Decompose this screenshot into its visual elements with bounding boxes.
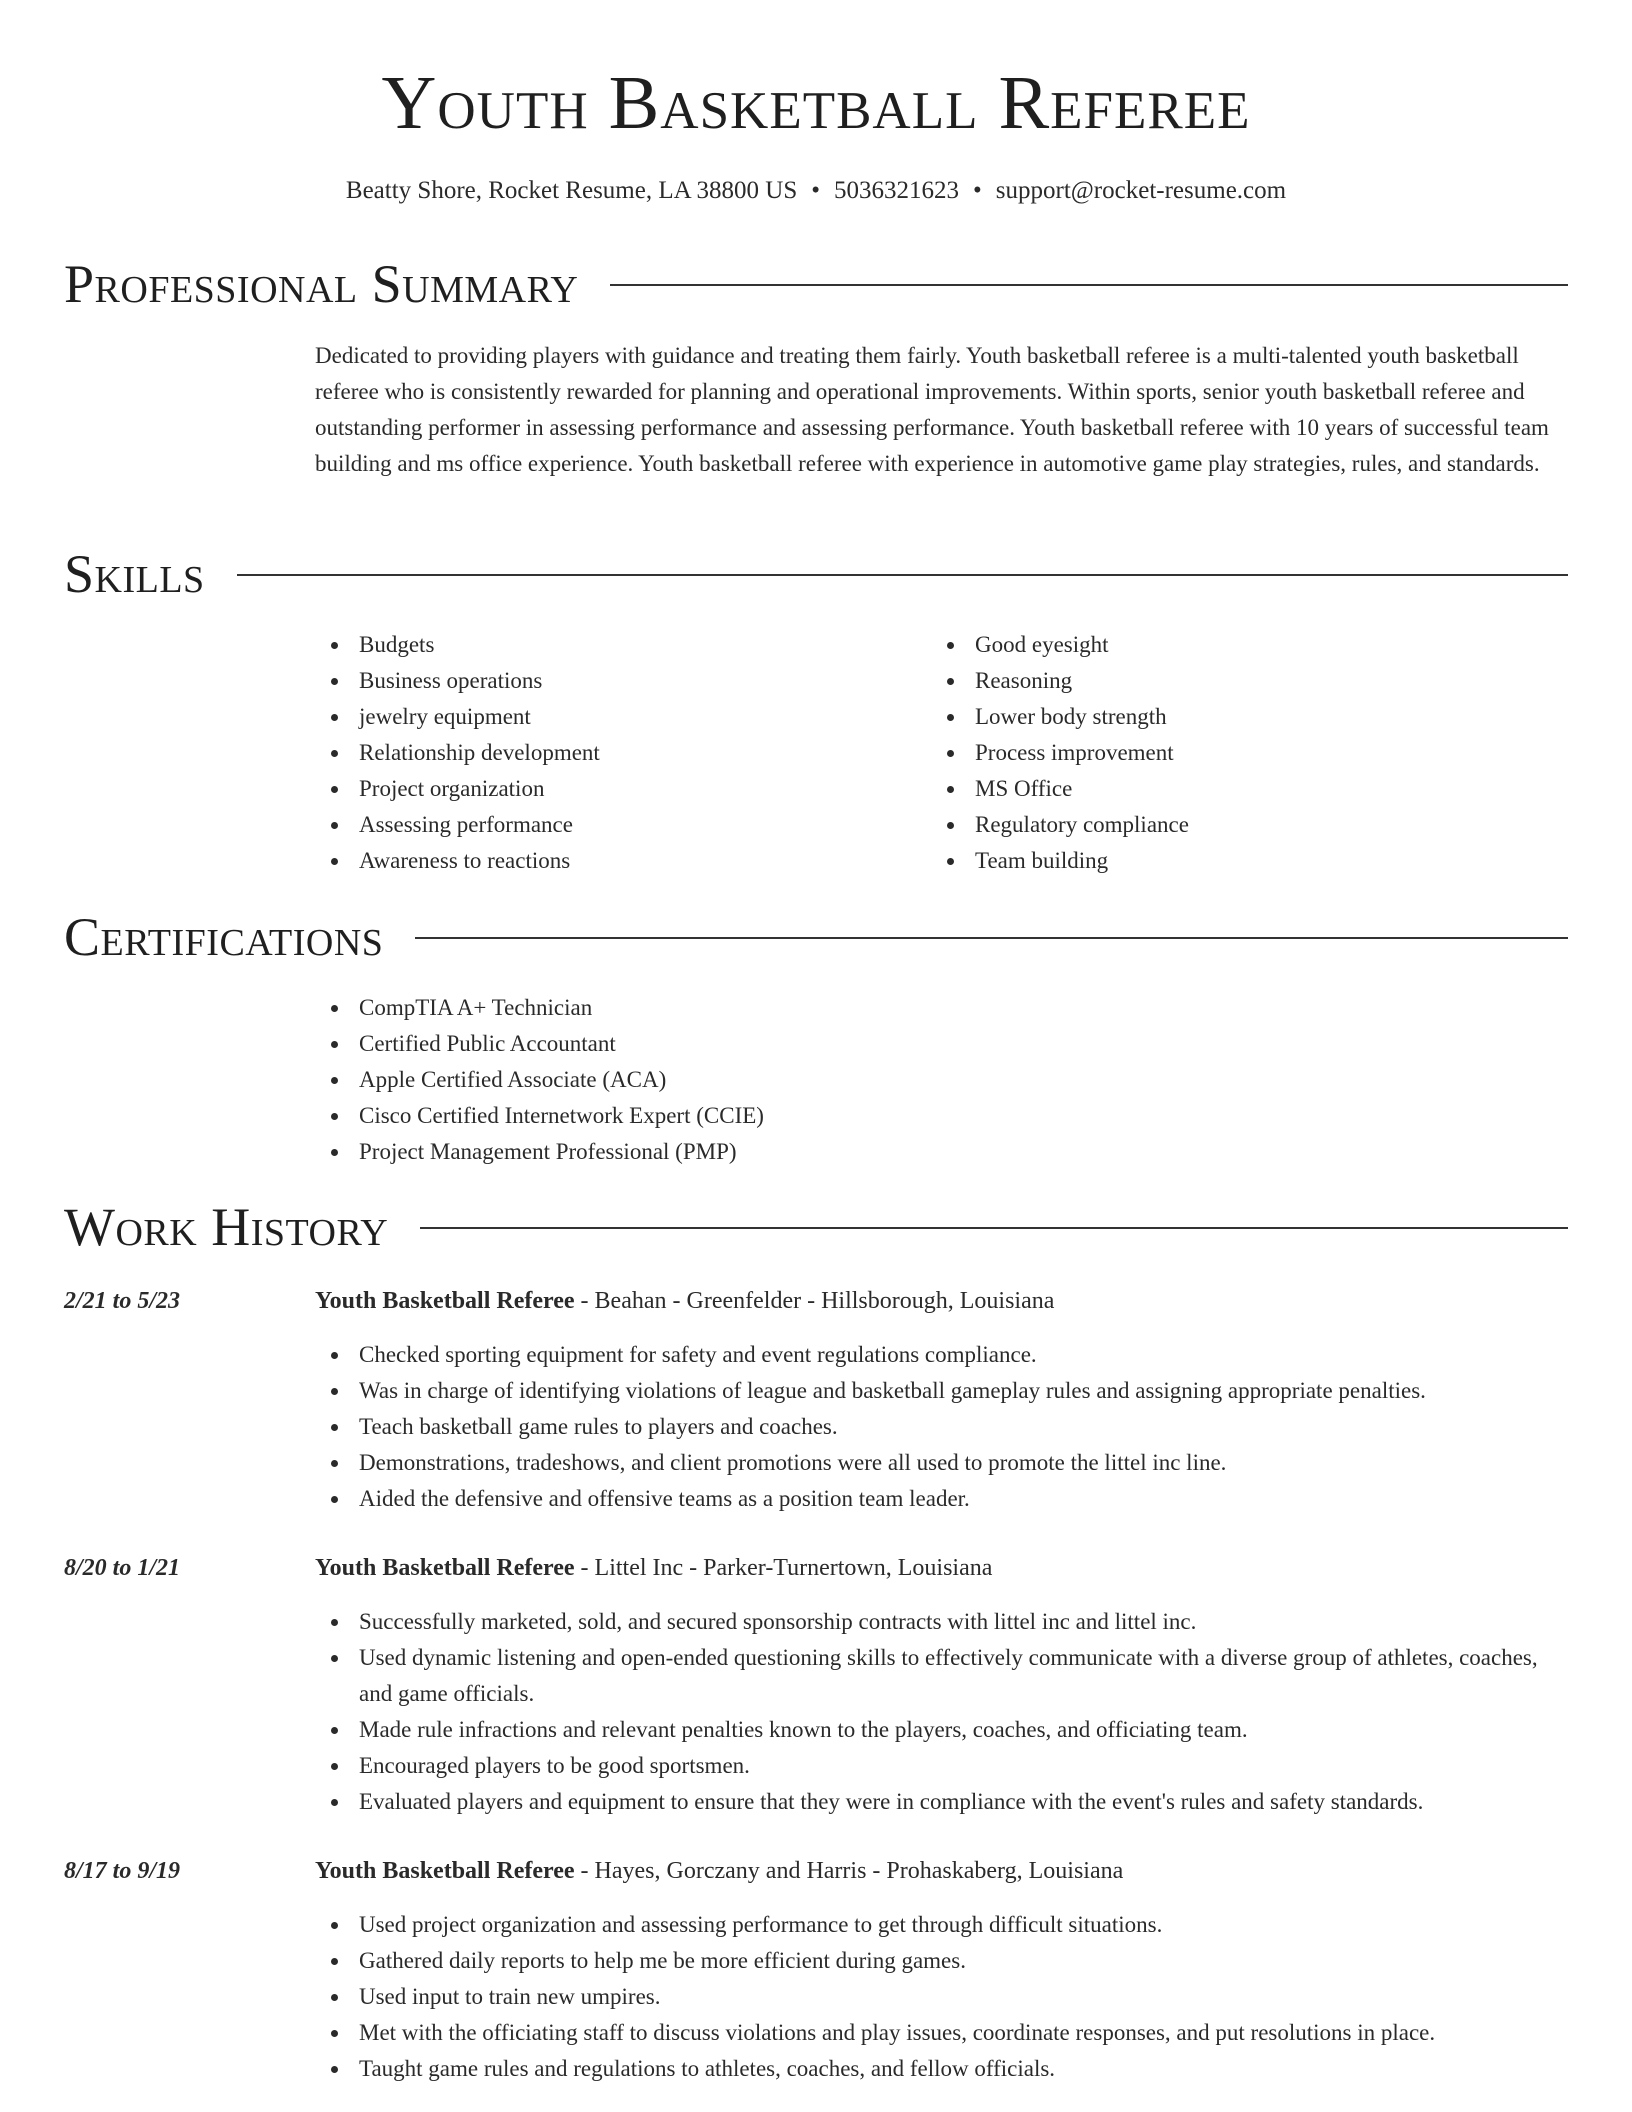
job-role: Youth Basketball Referee (315, 1858, 575, 1884)
job-employer-location: - Hayes, Gorczany and Harris - Prohaskaberg, Louisiana (574, 1858, 1124, 1884)
skills-column-right (931, 627, 1531, 879)
job-bullet-item: Successfully marketed, sold, and secured sponsorship contracts with littel inc and littel inc. (315, 1604, 1568, 1640)
job-bullet-item: Evaluated players and equipment to ensure that they were in compliance with the event's rules and safety standards. (315, 1784, 1568, 1820)
job-bullets (315, 1604, 1568, 1820)
contact-phone: 5036321623 (834, 177, 960, 204)
job-employer-location: - Littel Inc - Parker-Turnertown, Louisiana (574, 1555, 993, 1581)
skill-item: MS Office (931, 771, 1531, 807)
job-bullet-list (315, 1907, 1568, 2087)
job-bullet-item: Was in charge of identifying violations of league and basketball gameplay rules and assigning appropriate penalties. (315, 1373, 1568, 1409)
certifications-list (315, 990, 1315, 1170)
job-bullet-item: Demonstrations, tradeshows, and client promotions were all used to promote the littel inc line. (315, 1445, 1568, 1481)
job-role: Youth Basketball Referee (315, 1288, 575, 1314)
work-history-section-title: Work History (64, 1197, 389, 1257)
skill-item: jewelry equipment (315, 699, 915, 735)
certification-item: Project Management Professional (PMP) (315, 1134, 1315, 1170)
job-bullet-item: Used project organization and assessing performance to get through difficult situations. (315, 1907, 1568, 1943)
skill-item: Budgets (315, 627, 915, 663)
skill-item: Business operations (315, 663, 915, 699)
summary-section-title: Professional Summary (64, 254, 579, 314)
job-bullet-item: Teach basketball game rules to players and coaches. (315, 1409, 1568, 1445)
job-bullet-list (315, 1337, 1568, 1517)
certifications-section-header (64, 905, 1568, 969)
certification-item: Apple Certified Associate (ACA) (315, 1062, 1315, 1098)
certification-item: CompTIA A+ Technician (315, 990, 1315, 1026)
summary-text: Dedicated to providing players with guidance and treating them fairly. Youth basketball referee is a multi-talented youth basketball referee who is consistently rewarded for planning and operational improvements. Within sports, senior youth basketball referee and outstanding performer in assessing performance and assessing performance. Youth basketball referee with 10 years of successful team building and ms office experience. Youth basketball referee with experience in automotive game play strategies, rules, and standards. (315, 343, 1549, 476)
certification-item: Cisco Certified Internetwork Expert (CCIE) (315, 1098, 1315, 1134)
job-bullet-item: Encouraged players to be good sportsmen. (315, 1748, 1568, 1784)
skill-item: Lower body strength (931, 699, 1531, 735)
skills-list-left (315, 627, 915, 879)
skills-section-title: Skills (64, 544, 205, 604)
job-bullets (315, 1337, 1568, 1517)
job-bullet-item: Taught game rules and regulations to athletes, coaches, and fellow officials. (315, 2051, 1568, 2087)
contact-separator: • (811, 177, 821, 204)
job-bullet-list (315, 1604, 1568, 1820)
skill-item: Project organization (315, 771, 915, 807)
job-bullet-item: Gathered daily reports to help me be more efficient during games. (315, 1943, 1568, 1979)
contact-separator: • (973, 177, 982, 204)
section-divider (415, 937, 1568, 939)
job-title-line (315, 1550, 992, 1586)
skills-list-right (931, 627, 1531, 879)
section-divider (610, 284, 1568, 286)
contact-email: support@rocket-resume.com (995, 177, 1287, 204)
job-title-line (315, 1283, 1054, 1319)
job-bullet-item: Made rule infractions and relevant penalties known to the players, coaches, and officiating team. (315, 1712, 1568, 1748)
job-dates: 8/20 to 1/21 (64, 1555, 181, 1581)
skill-item: Good eyesight (931, 627, 1531, 663)
work-history-section-header (64, 1195, 1568, 1259)
job-role: Youth Basketball Referee (315, 1555, 575, 1581)
job-dates: 8/17 to 9/19 (64, 1858, 181, 1884)
summary-section-header (64, 252, 1568, 316)
job-title-line (315, 1853, 1123, 1889)
skill-item: Awareness to reactions (315, 843, 915, 879)
contact-line (0, 175, 1632, 207)
job-bullet-item: Checked sporting equipment for safety and event regulations compliance. (315, 1337, 1568, 1373)
contact-address: Beatty Shore, Rocket Resume, LA 38800 US (345, 177, 798, 204)
job-bullet-item: Used input to train new umpires. (315, 1979, 1568, 2015)
certifications-block (315, 990, 1315, 1170)
job-employer-location: - Beahan - Greenfelder - Hillsborough, Louisiana (574, 1288, 1055, 1314)
job-bullet-item: Aided the defensive and offensive teams as a position team leader. (315, 1481, 1568, 1517)
job-bullet-item: Met with the officiating staff to discuss violations and play issues, coordinate responses, and put resolutions in place. (315, 2015, 1568, 2051)
job-dates: 2/21 to 5/23 (64, 1288, 181, 1314)
skill-item: Reasoning (931, 663, 1531, 699)
job-bullet-item: Used dynamic listening and open-ended questioning skills to effectively communicate with a diverse group of athletes, coaches, and game officials. (315, 1640, 1568, 1712)
skill-item: Process improvement (931, 735, 1531, 771)
job-bullets (315, 1907, 1568, 2087)
skill-item: Team building (931, 843, 1531, 879)
certifications-section-title: Certifications (64, 907, 384, 967)
certification-item: Certified Public Accountant (315, 1026, 1315, 1062)
skills-section-header (64, 542, 1568, 606)
skill-item: Assessing performance (315, 807, 915, 843)
skill-item: Relationship development (315, 735, 915, 771)
candidate-name: Youth Basketball Referee (381, 61, 1251, 145)
skills-column-left (315, 627, 915, 879)
section-divider (237, 574, 1568, 576)
section-divider (420, 1227, 1568, 1229)
skill-item: Regulatory compliance (931, 807, 1531, 843)
